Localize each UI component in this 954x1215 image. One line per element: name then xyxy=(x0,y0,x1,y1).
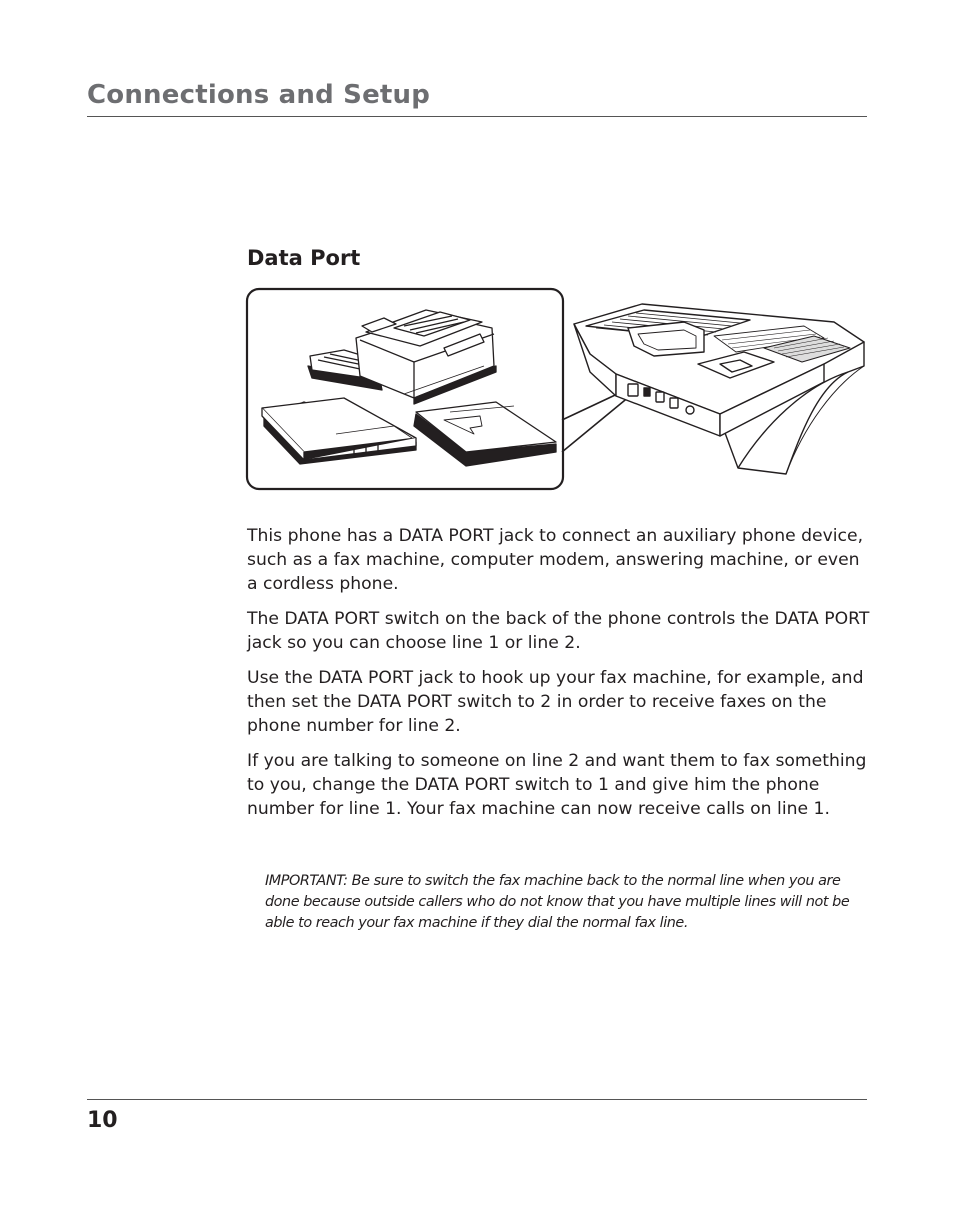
paragraph-switch: The DATA PORT switch on the back of the phone controls the DATA PORT jack so you can choose line 1 or line 2. xyxy=(247,609,870,653)
page-number: 10 xyxy=(87,1108,118,1133)
paragraph-fax-setup: Use the DATA PORT jack to hook up your fax machine, for example, and then set the DATA PORT switch to 2 in order to receive faxes on the phone number for line 2. xyxy=(247,668,864,736)
telephone-base-icon xyxy=(574,304,864,474)
paragraph-intro: This phone has a DATA PORT jack to connect an auxiliary phone device, such as a fax machine, computer modem, answering machine, or even a cordless phone. xyxy=(247,526,864,594)
header-divider xyxy=(87,116,867,117)
chapter-title: Connections and Setup xyxy=(87,80,431,110)
data-port-jack-icon xyxy=(628,384,638,396)
footer-divider xyxy=(87,1099,867,1100)
section-title: Data Port xyxy=(247,246,361,270)
body-text xyxy=(247,524,871,832)
paragraph-line-change: If you are talking to someone on line 2 and want them to fax something to you, change the DATA PORT switch to 1 and give him the phone number for line 1. Your fax machine can now receive calls on line 1. xyxy=(247,751,867,819)
important-note: IMPORTANT: Be sure to switch the fax machine back to the normal line when you are done because outside callers who do not know that you have multiple lines will not be able to reach your fax machine if they dial the normal fax line. xyxy=(265,873,850,931)
data-port-illustration xyxy=(244,286,869,494)
